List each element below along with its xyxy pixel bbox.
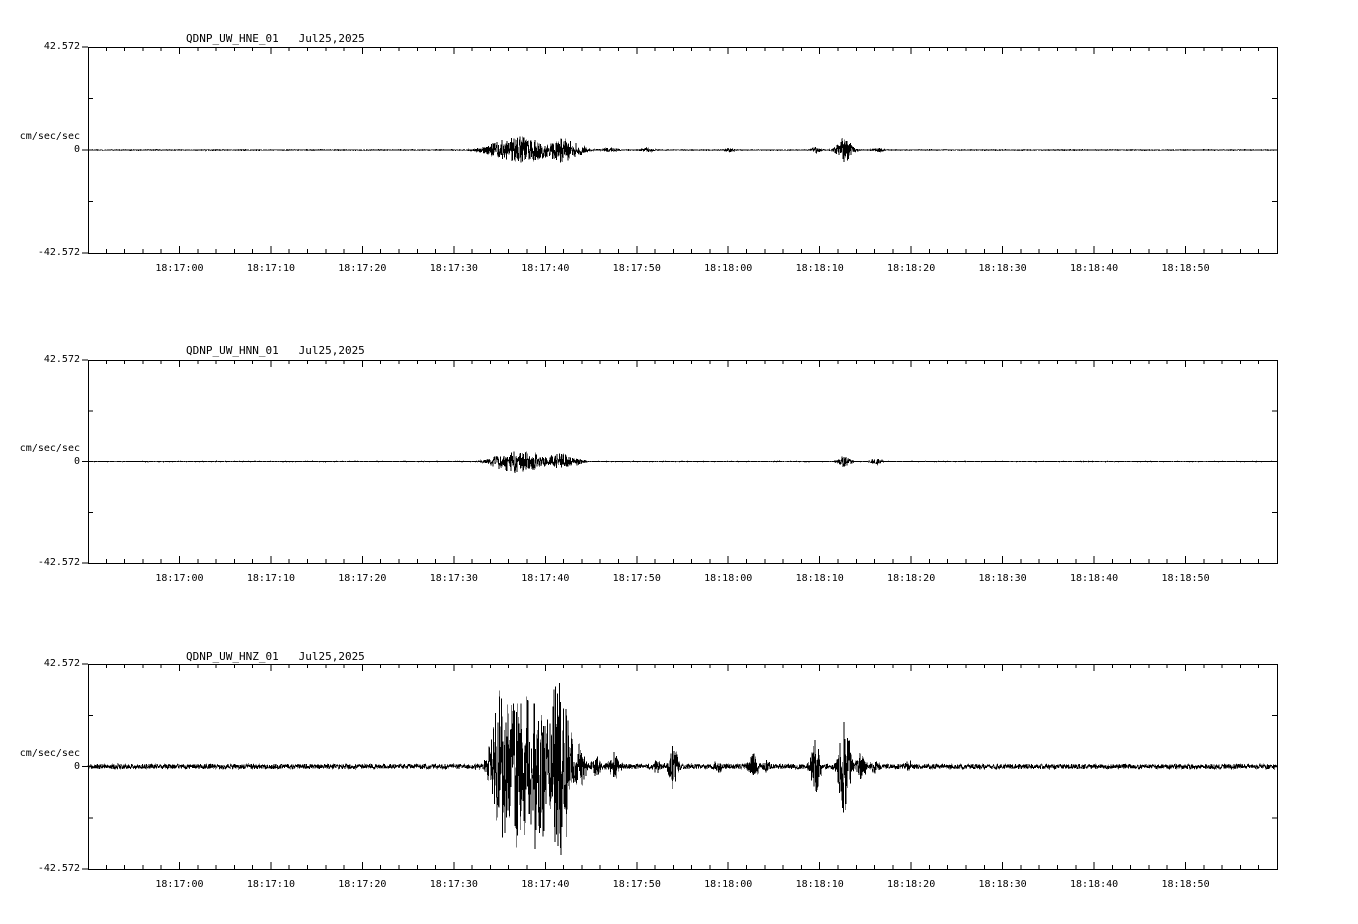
x-tick-label: 18:18:50 [1161,879,1210,890]
x-tick-label: 18:17:10 [246,263,295,274]
x-tick-label: 18:18:40 [1069,263,1119,274]
y-axis-unit-label: cm/sec/sec [19,747,80,759]
x-tick-label: 18:18:00 [704,573,753,584]
plot-frame [89,48,1278,254]
x-tick-label: 18:17:20 [338,879,387,890]
waveform-trace [88,451,1277,472]
x-tick-label: 18:17:30 [429,879,478,890]
x-tick-label: 18:18:10 [795,263,844,274]
y-axis-unit-label: cm/sec/sec [19,131,80,142]
x-tick-label: 18:17:10 [246,879,295,890]
x-tick-label: 18:18:10 [795,879,844,890]
plot-title: QDNP_UW_HNE_01 Jul25,2025 [186,32,365,45]
y-axis-unit-label: cm/sec/sec [19,442,80,454]
x-tick-label: 18:17:30 [429,573,478,584]
x-tick-label: 18:18:20 [887,573,936,584]
plot-frame [89,361,1278,564]
x-tick-label: 18:18:20 [887,263,936,274]
x-tick-label: 18:18:40 [1069,573,1119,584]
x-tick-label: 18:17:50 [612,879,661,890]
x-tick-label: 18:18:50 [1161,263,1210,274]
x-tick-label: 18:18:30 [978,879,1027,890]
x-tick-label: 18:17:40 [521,879,570,890]
x-tick-label: 18:18:30 [978,263,1027,274]
y-tick-label: -42.572 [37,557,80,568]
x-tick-label: 18:18:50 [1161,573,1210,584]
plot-title: QDNP_UW_HNZ_01 Jul25,2025 [186,650,365,663]
plot-title: QDNP_UW_HNN_01 Jul25,2025 [186,344,365,357]
x-tick-label: 18:17:50 [612,573,661,584]
x-tick-label: 18:18:00 [704,263,753,274]
x-tick-label: 18:17:40 [521,573,570,584]
y-tick-label: 0 [73,144,80,155]
y-tick-label: 42.572 [43,41,80,52]
y-tick-label: 0 [73,455,80,467]
x-tick-label: 18:17:00 [155,573,204,584]
waveform-trace [88,683,1277,855]
x-tick-label: 18:17:10 [246,573,295,584]
plot-frame [89,665,1278,870]
x-tick-label: 18:17:40 [521,263,570,274]
x-tick-label: 18:17:30 [429,263,478,274]
x-tick-label: 18:17:50 [612,263,661,274]
y-tick-label: -42.572 [37,247,80,258]
waveform-trace [88,137,1277,163]
y-tick-label: 42.572 [43,658,80,669]
y-tick-label: -42.572 [37,863,80,874]
x-tick-label: 18:17:20 [338,573,387,584]
x-tick-label: 18:18:30 [978,573,1027,584]
x-tick-label: 18:18:00 [704,879,753,890]
x-tick-label: 18:17:00 [155,263,204,274]
x-tick-label: 18:18:20 [887,879,936,890]
x-tick-label: 18:18:40 [1069,879,1119,890]
y-tick-label: 42.572 [43,354,80,365]
x-tick-label: 18:17:20 [338,263,387,274]
x-tick-label: 18:17:00 [155,879,204,890]
x-tick-label: 18:18:10 [795,573,844,584]
y-tick-label: 0 [73,760,80,772]
